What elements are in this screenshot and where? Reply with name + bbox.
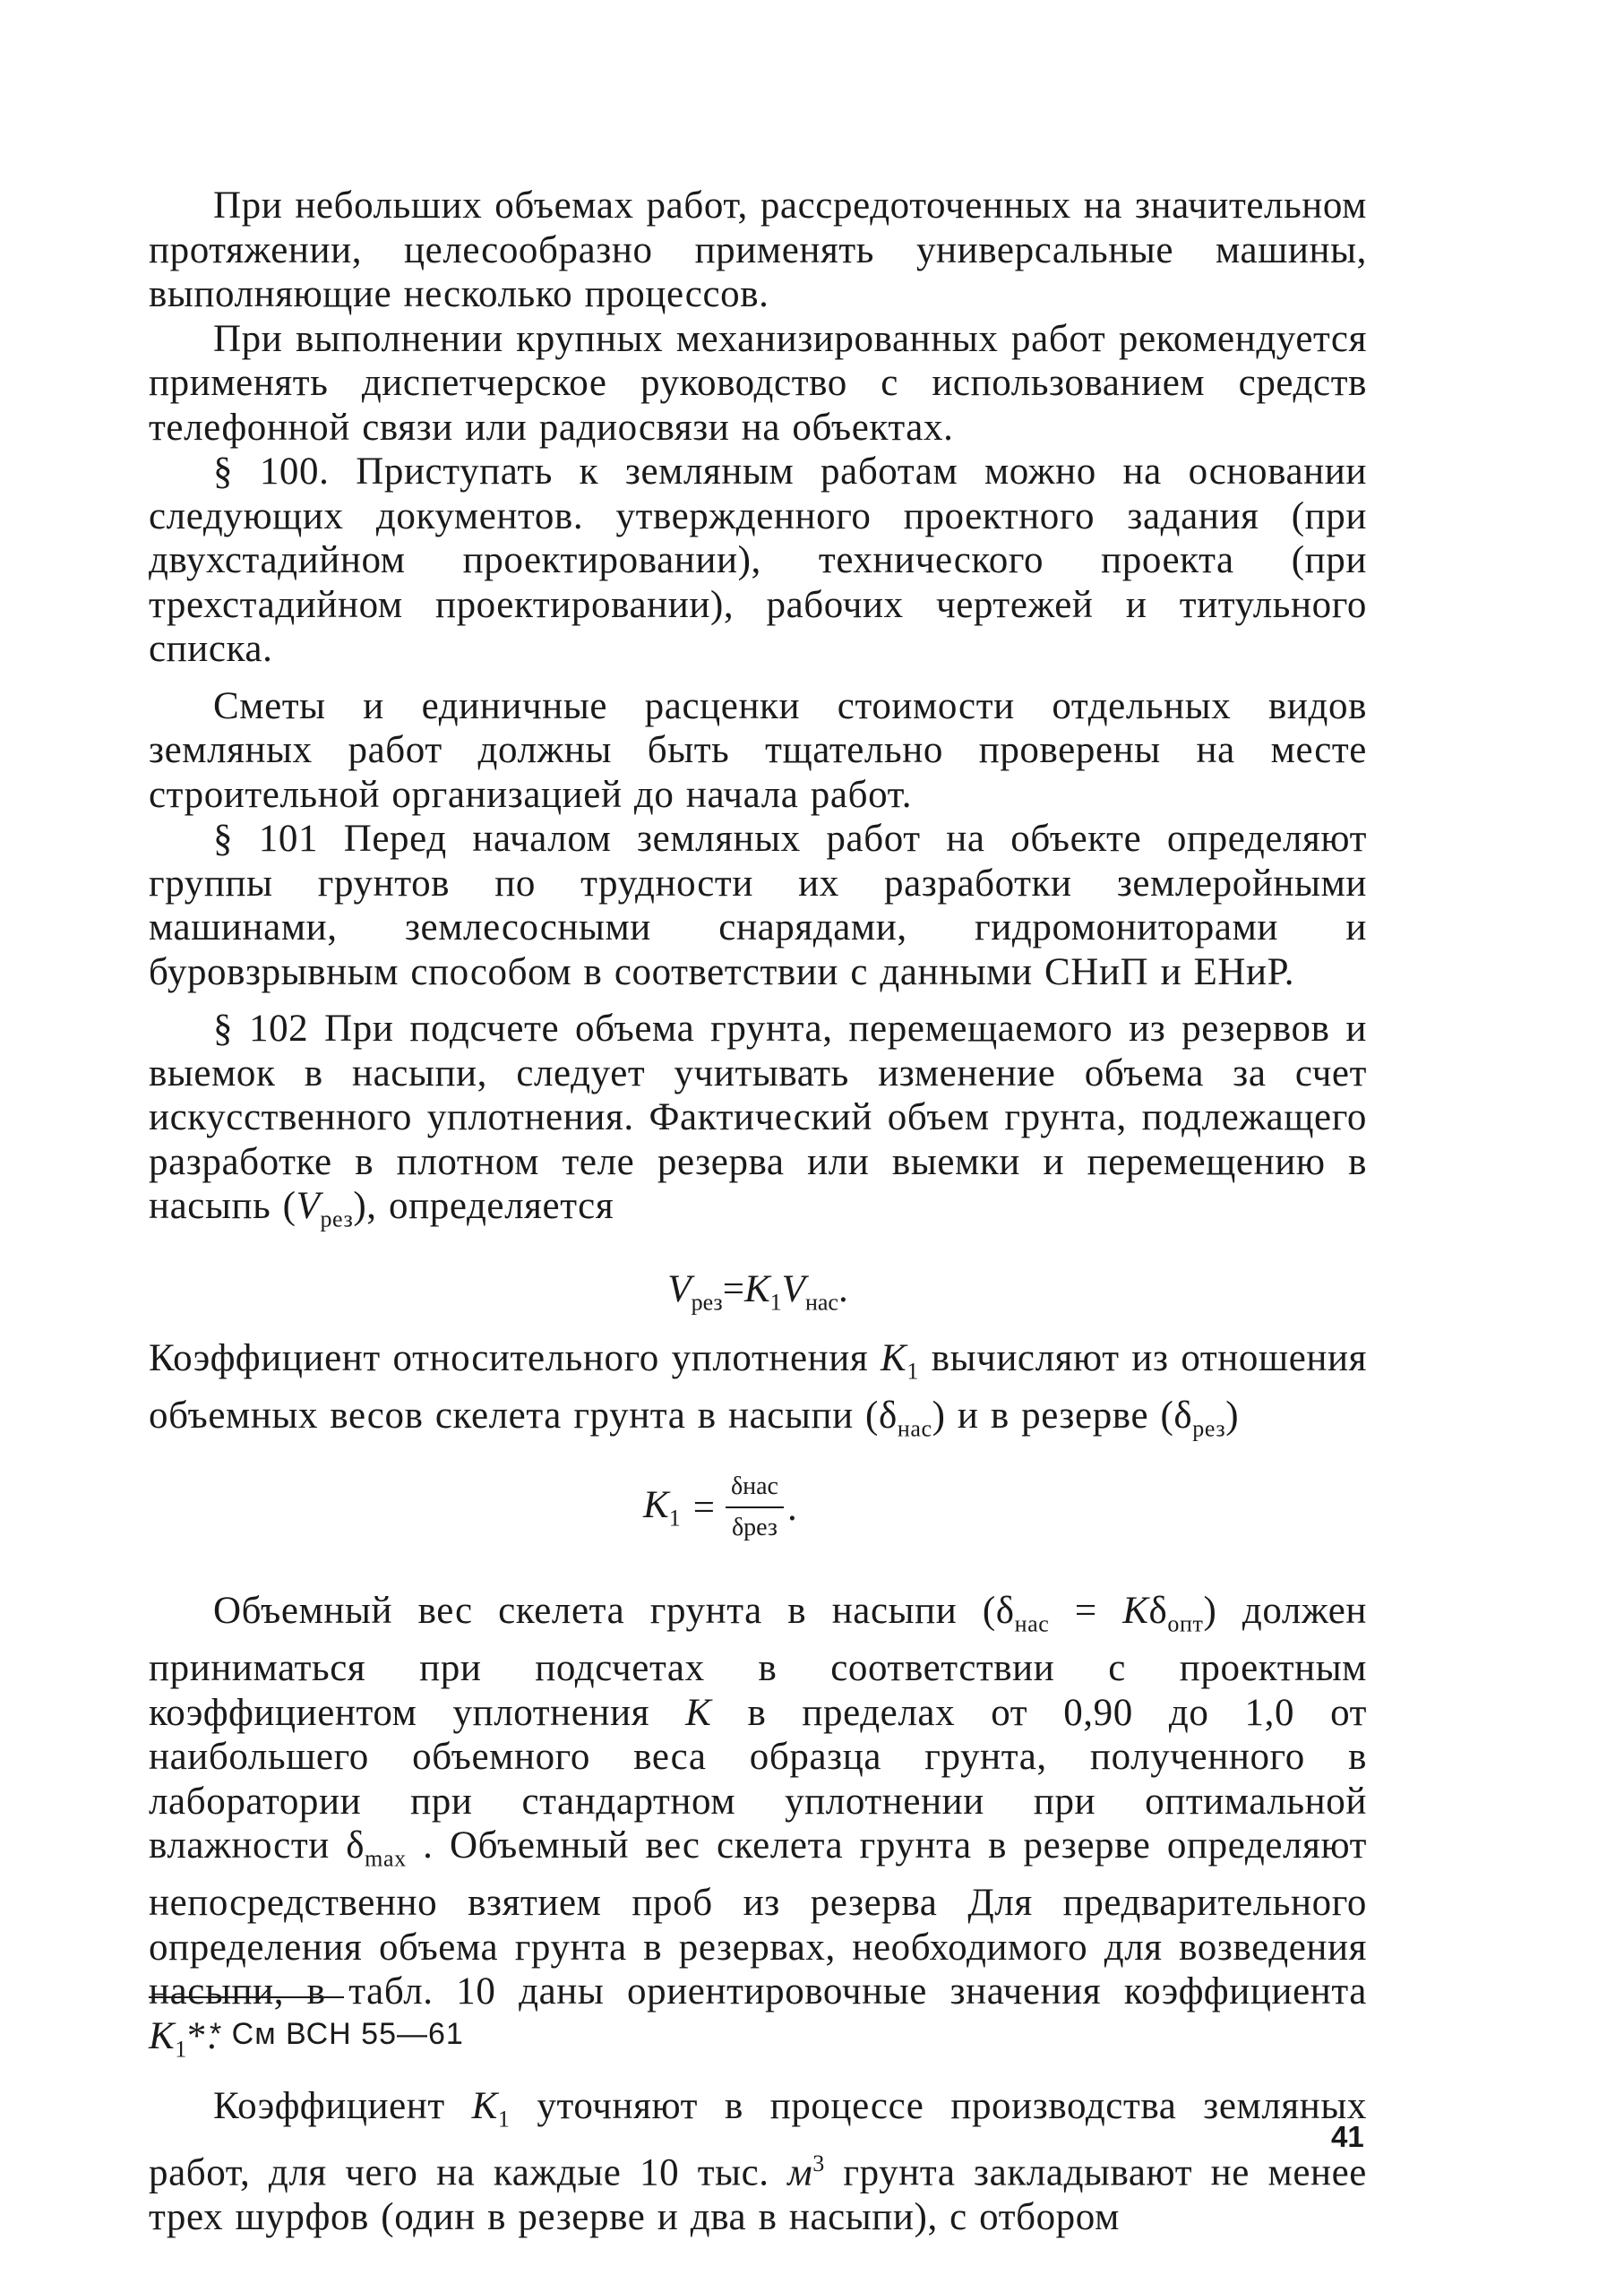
page-body: [149, 184, 1367, 2239]
formula-volume: [149, 1247, 1367, 1333]
text-run: ), определяется: [353, 1185, 614, 1227]
formula-k-sub: 1: [769, 1289, 782, 1316]
fraction-lhs-sub: 1: [668, 1505, 681, 1532]
text-run: ): [1225, 1395, 1240, 1438]
fraction-expression: [643, 1469, 797, 1546]
text-run: Коэффициент: [213, 2085, 472, 2128]
page-number: 41: [1331, 2120, 1364, 2153]
text-run: § 102 При подсчете объема грунта, перемещаемого из резервов и выемок в насыпи, следует учитывать изменение объема за счет искусственного уплотнения. Фактический объем грунта, подлежащего разработке в плотном теле резерва или выемки и перемещению в насыпь (: [149, 1008, 1367, 1227]
symbol-k: K: [1122, 1590, 1149, 1633]
subscript: нас: [897, 1415, 932, 1442]
formula-ratio: [149, 1451, 1367, 1585]
paragraph-section-100: § 100. Приступать к земляным работам можно на основании следующих документов. утвержденного проектного задания (при двухстадийном проектировании), технического проекта (при трехстадийном проектировании), рабочих чертежей и титульного списка.: [149, 451, 1367, 670]
formula-v: V: [781, 1268, 805, 1311]
subscript: рез: [1192, 1415, 1226, 1442]
symbol-v: V: [296, 1185, 321, 1227]
formula-period: .: [838, 1268, 848, 1311]
formula-equals: =: [722, 1268, 744, 1311]
text-run: грунта закладывают не менее трех шурфов (один в резерве и два в насыпи), с отбором: [149, 2151, 1367, 2238]
subscript: 1: [907, 1358, 919, 1385]
fraction-denominator: δрез: [731, 1514, 778, 1542]
symbol-k: K: [471, 2085, 498, 2128]
symbol-k: K: [149, 2014, 176, 2057]
text-run: вычисляют из отношения объемных весов скелета грунта в насыпи (δ: [149, 1337, 1367, 1438]
paragraph-coefficient: [149, 1336, 1367, 1451]
text-run: Коэффициент относительного уплотнения: [149, 1337, 881, 1380]
text-run: в пределах от 0,90 до 1,0 от наибольшего объемного веса образца грунта, полученного в лаборатории при стандартном уплотнении при оптимальной влажности δ: [149, 1691, 1367, 1867]
subscript: нас: [1014, 1610, 1050, 1637]
fraction: [726, 1469, 784, 1546]
text-run: *.: [186, 2014, 218, 2057]
fraction-lhs-symbol: K: [643, 1483, 669, 1526]
text-run: =: [1049, 1590, 1123, 1633]
text-run: δ: [1148, 1590, 1168, 1633]
fraction-numerator: δнас: [726, 1469, 784, 1508]
formula-k: K: [743, 1268, 770, 1311]
text-run: Объемный вес скелета грунта в насыпи (δ: [213, 1590, 1015, 1633]
subscript: опт: [1167, 1610, 1204, 1637]
formula-lhs: V: [667, 1268, 692, 1311]
symbol-k: K: [685, 1691, 712, 1734]
symbol-m: м: [787, 2151, 813, 2194]
subscript: 1: [497, 2106, 511, 2133]
paragraph-1: При небольших объемах работ, рассредоточенных на значительном протяжении, целесообразно применять универсальные машины, выполняющие несколько процессов.: [149, 185, 1367, 315]
subscript: 1: [175, 2036, 187, 2063]
paragraph-estimates: Сметы и единичные расценки стоимости отдельных видов земляных работ должны быть тщательно проверены на месте строительной организацией до начала работ.: [149, 684, 1367, 816]
text-run: ) должен приниматься при подсчетах в соответствии с проектным коэффициентом уплотнения: [149, 1590, 1367, 1734]
subscript: рез: [320, 1206, 354, 1232]
superscript: 3: [812, 2150, 825, 2177]
fraction-equals: =: [692, 1486, 715, 1529]
paragraph-density: [149, 1589, 1367, 2072]
subscript: max: [365, 1845, 407, 1872]
text-run: уточняют в процессе производства земляных работ, для чего на каждые 10 тыс.: [149, 2085, 1367, 2194]
symbol-k: K: [881, 1337, 907, 1380]
footnote-divider: [149, 1996, 344, 1998]
formula-v-sub: нас: [804, 1289, 838, 1316]
paragraph-2: При выполнении крупных механизированных работ рекомендуется применять диспетчерское руководство с использованием средств телефонной связи или радиосвязи на объектах.: [149, 317, 1367, 449]
text-run: ) и в резерве (δ: [932, 1395, 1193, 1438]
paragraph-section-102: [149, 1007, 1367, 1241]
footnote: * См ВСН 55—61: [210, 2017, 464, 2051]
text-run: . Объемный вес скелета грунта в резерве определяют непосредственно взятием проб из резерва Для предварительного определения объема грунта в резервах, необходимого для возведения насыпи, в табл. 10 даны ориентировочные значения коэффициента: [149, 1824, 1367, 2013]
paragraph-k1-refinement: [149, 2084, 1367, 2239]
formula-lhs-sub: рез: [691, 1289, 723, 1316]
fraction-period: .: [787, 1486, 797, 1529]
fraction-lhs: [643, 1483, 681, 1532]
paragraph-section-101: § 101 Перед началом земляных работ на объекте определяют группы грунтов по трудности их разработки землеройными машинами, землесосными снарядами, гидромониторами и буровзрывным способом в соответствии с данными СНиП и ЕНиР.: [149, 818, 1367, 993]
